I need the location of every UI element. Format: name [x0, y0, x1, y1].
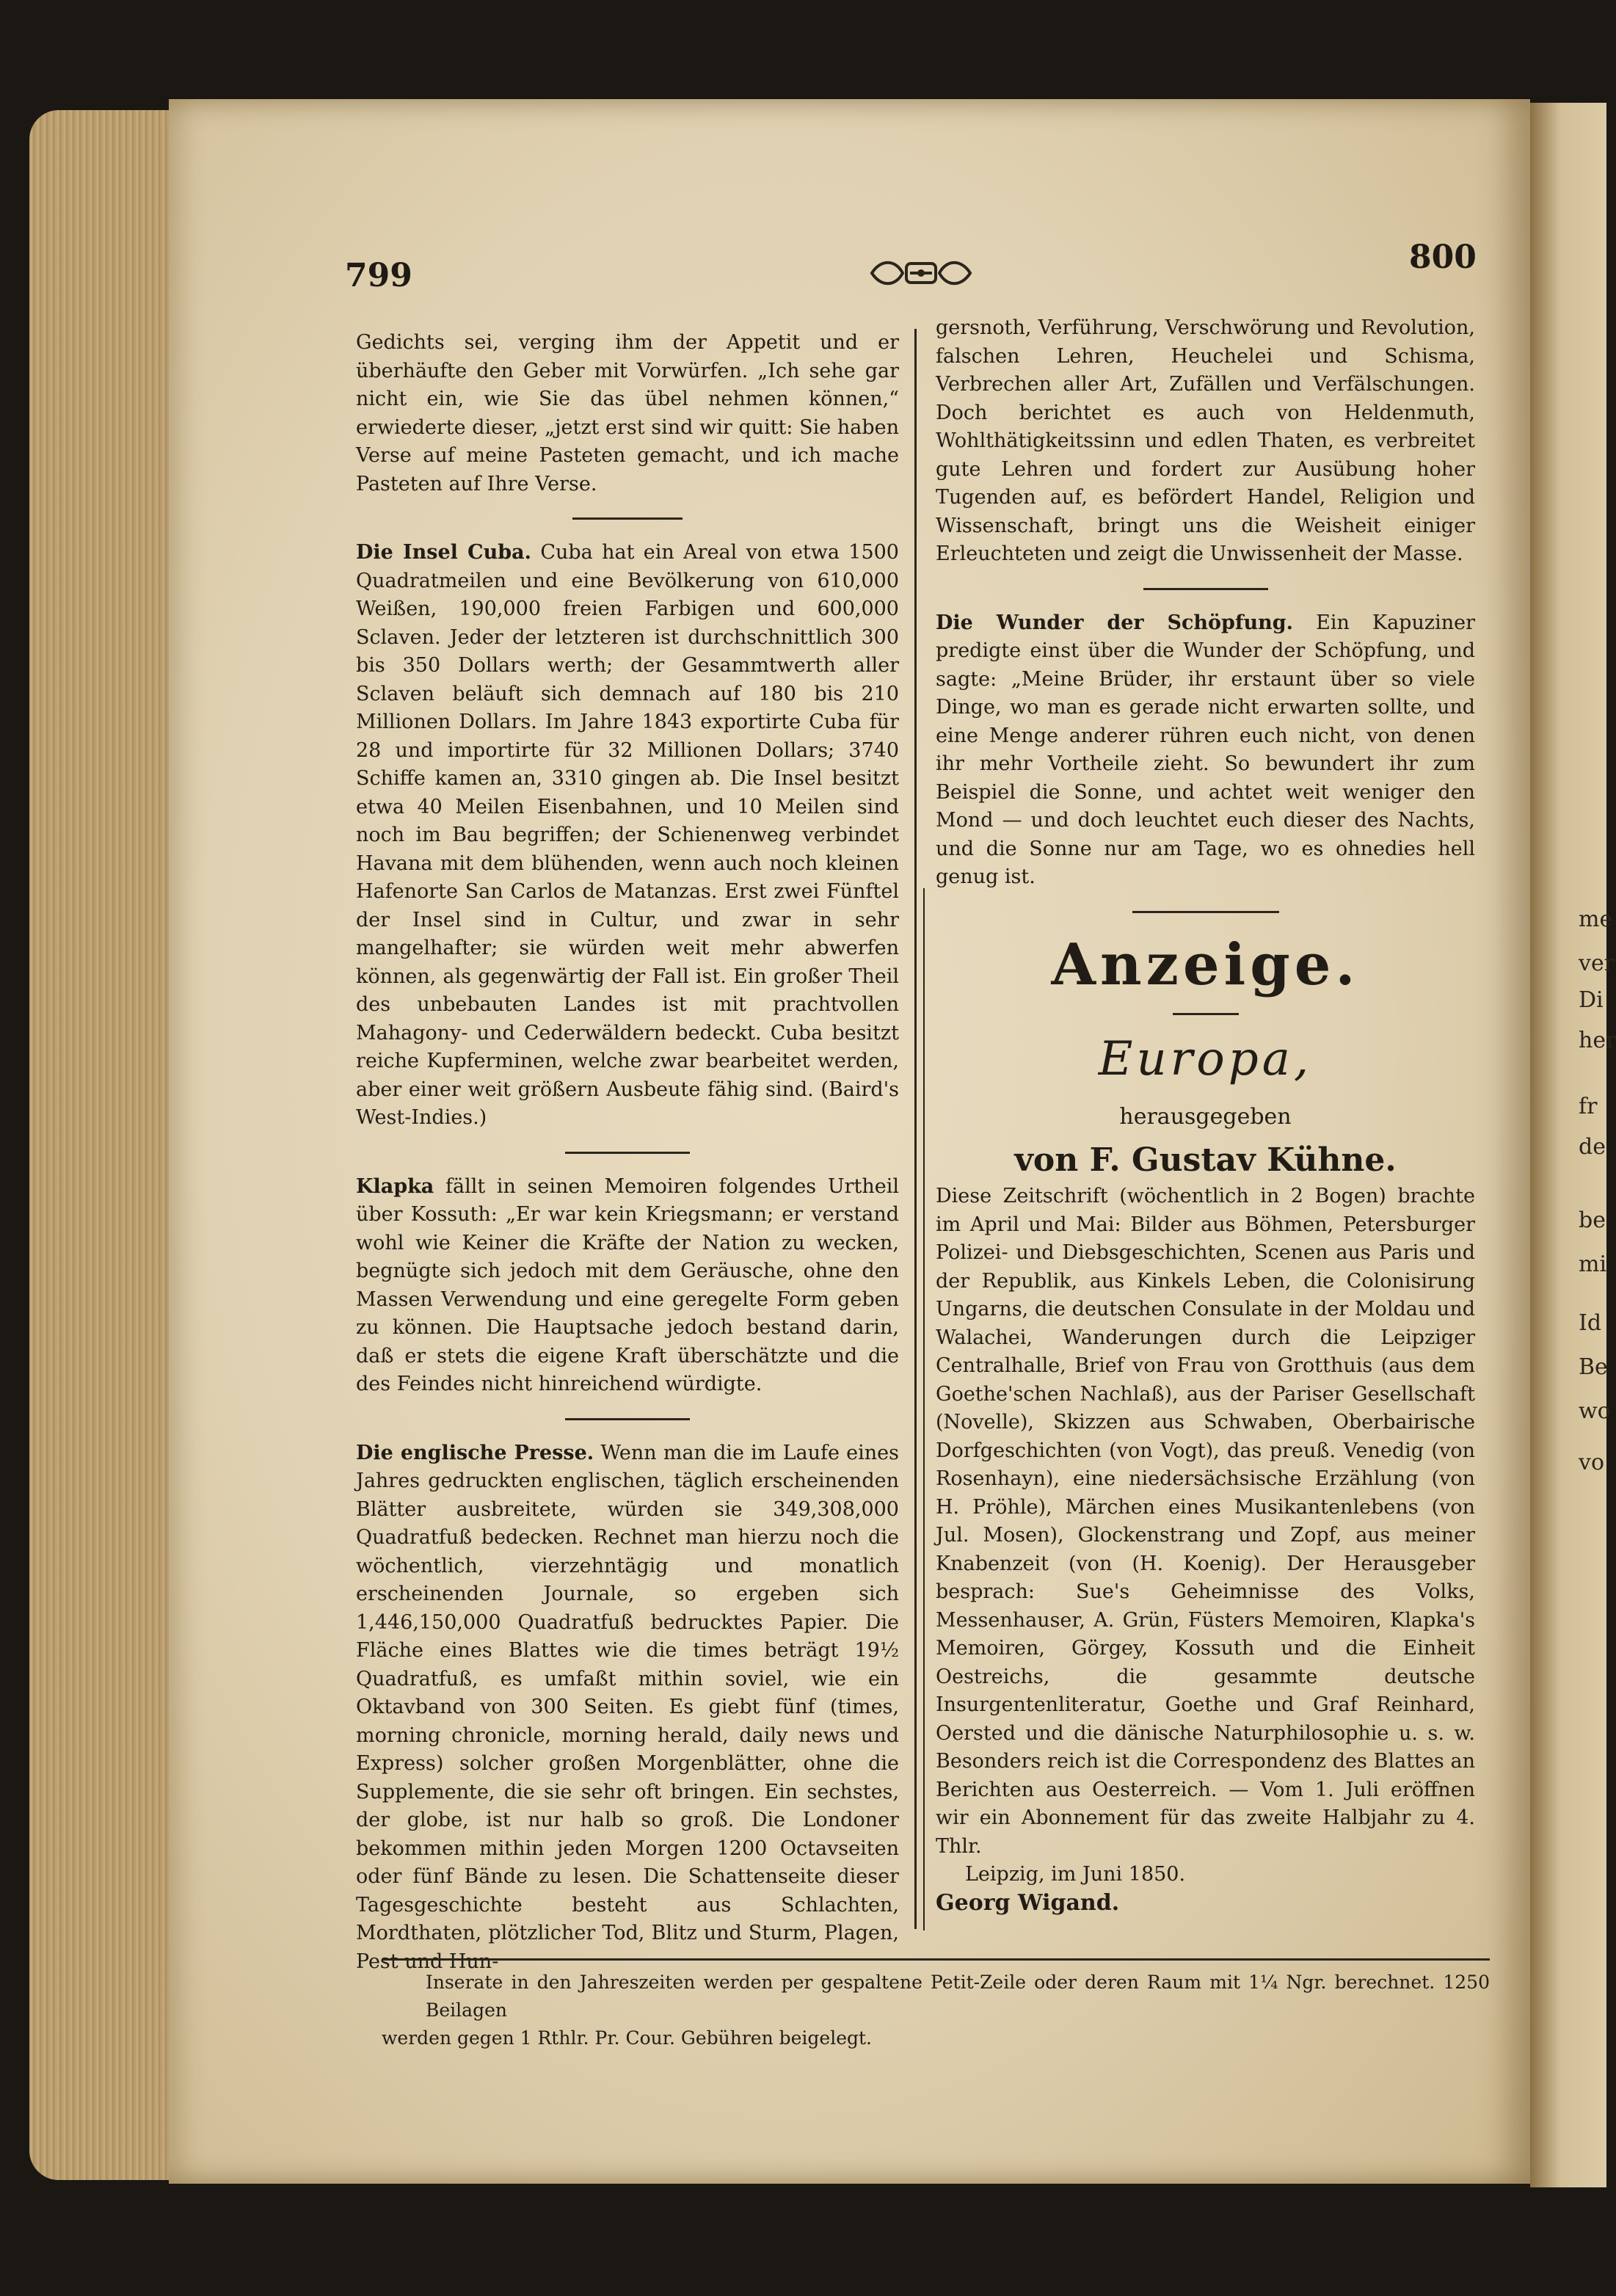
article-continuation: Gedichts sei, verging ihm der Appetit und er überhäufte den Geber mit Vorwürfen. „Ich sehe gar nicht ein, wie Sie das übel nehmen können,“ erwiederte dieser, „jetzt erst sind wir quitt: Sie haben Verse auf meine Pasteten gemacht, und ich mache Pasteten auf Ihre Verse.	[356, 331, 899, 495]
next-page-fragment	[1530, 103, 1616, 2187]
advertisement-signature: Georg Wigand.	[936, 1889, 1120, 1916]
page-number-left: 799	[345, 257, 412, 294]
article-separator	[1143, 588, 1268, 590]
next-page-text-fragment: mi	[1579, 1251, 1607, 1277]
footer-rule	[382, 1958, 1490, 1961]
footer-line: Inserate in den Jahreszeiten werden per gespaltene Petit-Zeile oder deren Raum mit 1¼ Ngr. berechnet. 1250 Beilagen	[426, 1972, 1490, 2021]
article-heading: Die englische Presse.	[356, 1441, 594, 1464]
next-page-text-fragment: her	[1579, 1028, 1616, 1053]
footer-notice	[382, 1969, 1490, 2052]
advertisement-title: Anzeige.	[1051, 931, 1360, 998]
article-body: Ein Kapuziner predigte einst über die Wunder der Schöpfung, und sagte: „Meine Brüder, ihr erstaunt über so viele Dinge, wo man es gerade nicht erwarten sollte, und eine Menge anderer rühren euch nicht, von denen ihr mehr Vortheile zieht. So bewundert ihr zum Beispiel die Sonne, und achtet weit weniger den Mond — und doch leuchtet euch dieser des Nachts, und die Sonne nur am Tage, wo es ohnedies hell genug ist.	[936, 611, 1475, 888]
next-page-text-fragment: vo	[1579, 1450, 1605, 1475]
article-body: fällt in seinen Memoiren folgendes Urtheil über Kossuth: „Er war kein Kriegsmann; er verstand wohl wie Keiner die Kräfte der Nation zu wecken, begnügte sich jedoch mit dem Geräusche, ohne den Massen Verwendung und eine geregelte Form geben zu können. Die Hauptsache jedoch bestand darin, daß er stets die eigene Kraft überschätzte und die des Feindes nicht hinreichend würdigte.	[356, 1174, 899, 1395]
advertisement-publication-name: Europa,	[1098, 1031, 1313, 1086]
article-heading: Klapka	[356, 1174, 434, 1198]
article-continuation: gersnoth, Verführung, Verschwörung und Revolution, falschen Lehren, Heuchelei und Schisma, Verbrechen aller Art, Zufällen und Verfälschungen. Doch berichtet es auch von Heldenmuth, Wohlthätigkeitssinn und edlen Thaten, es verbreitet gute Lehren und fordert zur Ausübung hoher Tugenden auf, es befördert Handel, Religion und Wissenschaft, bringt uns die Weisheit einiger Erleuchteten und zeigt die Unwissenheit der Masse.	[936, 316, 1475, 565]
header-ornament-icon	[866, 253, 976, 293]
next-page-text-fragment: de	[1579, 1134, 1606, 1160]
advertisement-rule	[1173, 1013, 1239, 1015]
advertisement-subtitle: herausgegeben	[1119, 1103, 1292, 1130]
right-column	[936, 314, 1475, 1917]
article-wunder	[936, 609, 1475, 892]
article-body: Wenn man die im Laufe eines Jahres gedruckten englischen, täglich erscheinenden Blätter ausbreitete, würden sie 349,308,000 Quadratfuß bedecken. Rechnet man hierzu noch die wöchentlich, vierzehntägig und monatlich erscheinenden Journale, so ergeben sich 1,446,150,000 Quadratfuß bedrucktes Papier. Die Fläche eines Blattes wie die times beträgt 19½ Quadratfuß, es umfaßt mithin soviel, wie ein Oktavband von 300 Seiten. Es giebt fünf (times, morning chronicle, morning herald, daily news und Express) solcher großen Morgenblätter, ohne die Supplemente, die sie sehr oft bringen. Ein sechstes, der globe, ist nur halb so groß. Die Londoner bekommen mithin jeden Morgen 1200 Octavseiten oder fünf Bände zu lesen. Die Schattenseite dieser Tagesgeschichte besteht aus Schlachten, Mordthaten, plötzlicher Tod, Blitz und Sturm, Plagen, Pest und Hun-	[356, 1441, 899, 1973]
column-divider	[914, 329, 917, 1929]
article-body: Cuba hat ein Areal von etwa 1500 Quadratmeilen und eine Bevölkerung von 610,000 Weißen, 190,000 freien Farbigen und 600,000 Sclaven. Jeder der letzteren ist durchschnittlich 300 bis 350 Dollars werth; der Gesammtwerth aller Sclaven beläuft sich demnach auf 180 bis 210 Millionen Dollars. Im Jahre 1843 exportirte Cuba für 28 und importirte für 32 Millionen Dollars; 3740 Schiffe kamen an, 3310 gingen ab. Die Insel besitzt etwa 40 Meilen Eisenbahnen, und 10 Meilen sind noch im Bau begriffen; der Schienenweg verbindet Havana mit dem blühenden, wenn auch noch kleinen Hafenorte San Carlos de Matanzas. Erst zwei Fünftel der Insel sind in Cultur, und zwar in sehr mangelhafter; sie würden weit mehr abwerfen können, als gegenwärtig der Fall ist. Ein großer Theil des unbebauten Landes ist mit prachtvollen Mahagony- und Cederwäldern bedeckt. Cuba besitzt reiche Kupferminen, welche zwar bearbeitet werden, aber einer weit größern Ausbeute fähig sind. (Baird's West-Indies.)	[356, 541, 899, 1129]
article-heading: Die Insel Cuba.	[356, 541, 531, 564]
next-page-text-fragment: be	[1579, 1207, 1606, 1233]
next-page-text-fragment: Di	[1579, 987, 1604, 1013]
footer-line: werden gegen 1 Rthlr. Pr. Cour. Gebühren beigelegt.	[382, 2027, 872, 2049]
article-presse	[356, 1439, 899, 1977]
next-page-text-fragment: Id	[1579, 1310, 1602, 1336]
advertisement-body: Diese Zeitschrift (wöchentlich in 2 Bogen) brachte im April und Mai: Bilder aus Böhmen, Petersburger Polizei- und Diebsgeschichten, Scenen aus Paris und der Republik, aus Kinkels Leben, die Colonisirung Ungarns, die deutschen Consulate in der Moldau und Walachei, Wanderungen durch die Leipziger Centralhalle, Brief von Frau von Grotthuis (aus dem Goethe'schen Nachlaß), aus der Pariser Gesellschaft (Novelle), Skizzen aus Schwaben, Oberbairische Dorfgeschichten (von Vogt), das preuß. Venedig (von Rosenhayn), eine niedersächsische Erzählung (von H. Pröhle), Märchen eines Musikantenlebens (von Jul. Mosen), Glockenstrang und Zopf, aus meiner Knabenzeit (von (H. Koenig). Der Herausgeber besprach: Sue's Geheimnisse des Volks, Messenhauser, A. Grün, Füsters Memoiren, Klapka's Memoiren, Görgey, Kossuth und die Einheit Oestreichs, die gesammte deutsche Insurgentenliteratur, Goethe und Graf Reinhard, Oersted und die dänische Naturphilosophie u. s. w. Besonders reich ist die Correspondenz des Blattes an Berichten aus Oesterreich. — Vom 1. Juli eröffnen wir ein Abonnement für das zweite Halbjahr zu 4. Thlr.	[936, 1185, 1475, 1858]
article-separator	[572, 517, 683, 520]
column-divider-inner	[923, 888, 925, 1930]
left-column	[356, 329, 899, 1976]
article-cuba	[356, 539, 899, 1133]
advertisement-place-date: Leipzig, im Juni 1850.	[965, 1863, 1186, 1886]
article-separator	[565, 1418, 690, 1420]
next-page-text-fragment: me	[1579, 907, 1613, 932]
article-separator	[565, 1152, 690, 1154]
advertisement-editor: von F. Gustav Kühne.	[1014, 1141, 1397, 1179]
next-page-text-fragment: fr	[1579, 1094, 1598, 1119]
article-heading: Die Wunder der Schöpfung.	[936, 611, 1294, 634]
article-separator	[1132, 911, 1279, 913]
next-page-text-fragment: Be	[1579, 1354, 1608, 1380]
page-number-right: 800	[1409, 239, 1477, 276]
next-page-text-fragment: ver	[1579, 951, 1615, 976]
next-page-text-fragment: wo	[1579, 1398, 1611, 1424]
article-klapka	[356, 1173, 899, 1399]
